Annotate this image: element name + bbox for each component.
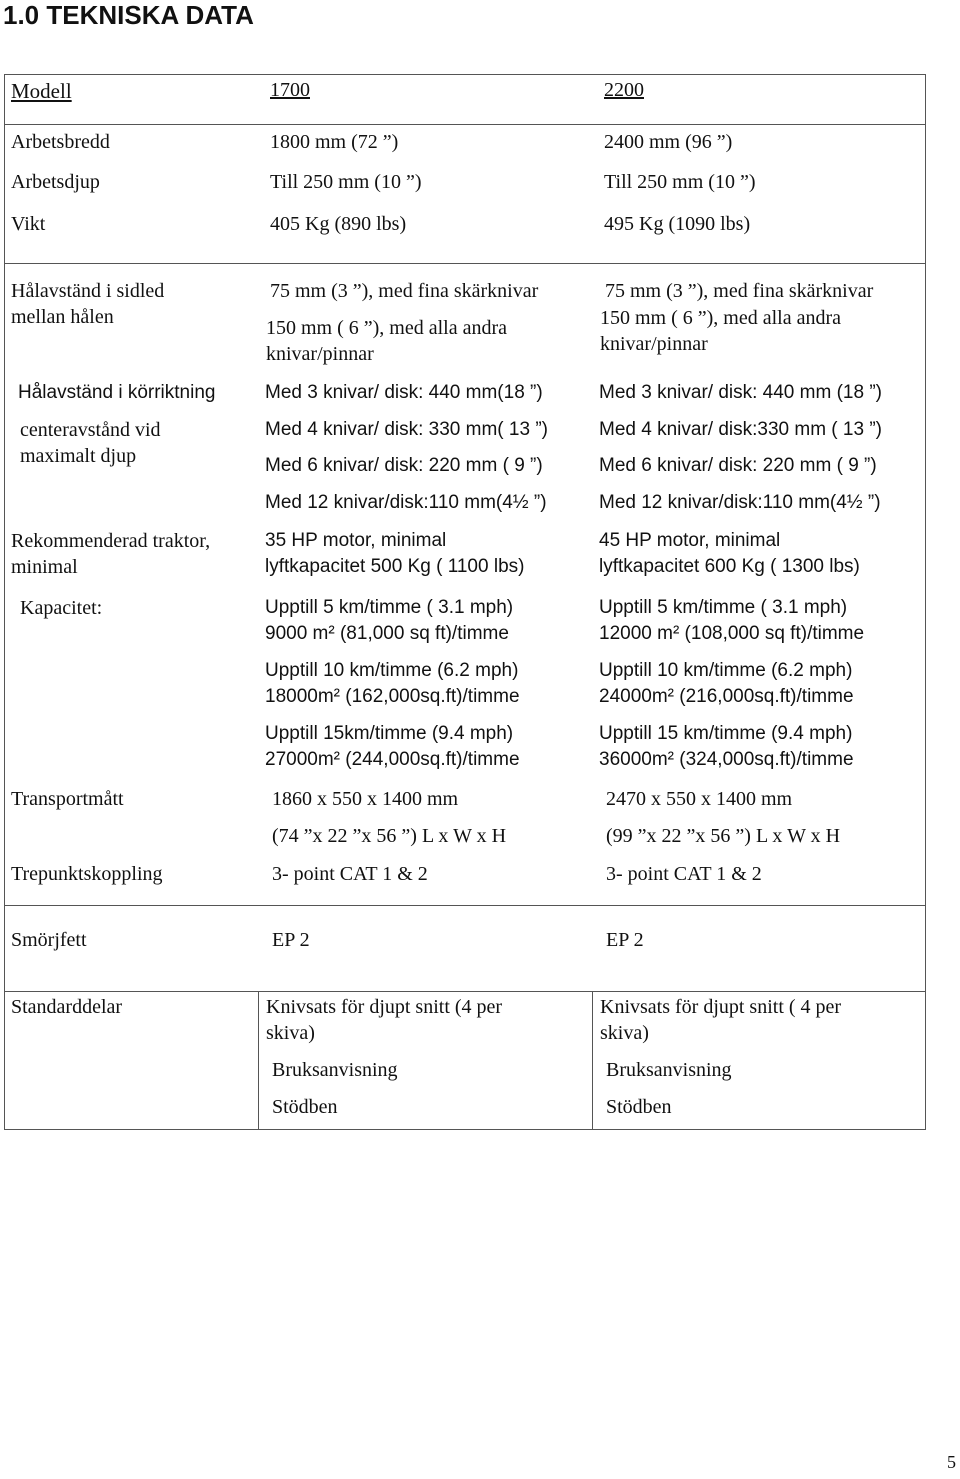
column-divider: [592, 991, 593, 1130]
three-point-hitch-1700: 3- point CAT 1 & 2: [272, 863, 428, 885]
driving-direction-spacing-label: Hålavständ i körriktning: [18, 382, 216, 403]
weight-2200: 495 Kg (1090 lbs): [604, 213, 751, 235]
grease-1700: EP 2: [272, 929, 310, 951]
page-title: 1.0 TEKNISKA DATA: [3, 0, 254, 30]
center-distance-2200: Med 4 knivar/ disk:330 mm ( 13 ”): [599, 419, 882, 440]
working-depth-1700: Till 250 mm (10 ”): [270, 171, 422, 193]
center-distance-label: centeravstånd vid: [20, 419, 161, 441]
capacity-1700: Upptill 10 km/timme (6.2 mph): [265, 660, 519, 681]
side-spacing-1700: knivar/pinnar: [266, 343, 374, 365]
capacity-2200: 36000m² (324,000sq.ft)/timme: [599, 749, 854, 770]
working-width-1700: 1800 mm (72 ”): [270, 131, 399, 153]
tractor-1700: lyftkapacitet 500 Kg ( 1100 lbs): [265, 556, 525, 577]
driving-direction-spacing-1700: Med 3 knivar/ disk: 440 mm(18 ”): [265, 382, 543, 403]
grease-label: Smörjfett: [11, 929, 87, 951]
capacity-1700: 9000 m² (81,000 sq ft)/timme: [265, 623, 509, 644]
center-distance-1700: Med 6 knivar/ disk: 220 mm ( 9 ”): [265, 455, 543, 476]
tractor-label: Rekommenderad traktor,: [11, 530, 211, 552]
grease-2200: EP 2: [606, 929, 644, 951]
capacity-2200: Upptill 5 km/timme ( 3.1 mph): [599, 597, 848, 618]
capacity-1700: 18000m² (162,000sq.ft)/timme: [265, 686, 520, 707]
standard-parts-2200: Knivsats för djupt snitt ( 4 per: [600, 996, 842, 1018]
working-width-label: Arbetsbredd: [11, 131, 110, 153]
center-distance-2200: Med 6 knivar/ disk: 220 mm ( 9 ”): [599, 455, 877, 476]
weight-1700: 405 Kg (890 lbs): [270, 213, 407, 235]
tractor-2200: lyftkapacitet 600 Kg ( 1300 lbs): [599, 556, 860, 577]
center-distance-label: maximalt djup: [20, 445, 137, 467]
side-spacing-2200: knivar/pinnar: [600, 333, 708, 355]
row-divider: [4, 124, 926, 125]
standard-parts-1700: Bruksanvisning: [272, 1059, 398, 1081]
capacity-2200: 12000 m² (108,000 sq ft)/timme: [599, 623, 865, 644]
transport-dimensions-1700: (74 ”x 22 ”x 56 ”) L x W x H: [272, 825, 507, 847]
side-spacing-1700: 75 mm (3 ”), med fina skärknivar: [270, 280, 539, 302]
side-spacing-label: mellan hålen: [11, 306, 114, 328]
capacity-2200: Upptill 10 km/timme (6.2 mph): [599, 660, 853, 681]
side-spacing-1700: 150 mm ( 6 ”), med alla andra: [266, 317, 508, 339]
model-2200: 2200: [604, 79, 644, 101]
side-spacing-2200: 150 mm ( 6 ”), med alla andra: [600, 307, 842, 329]
row-divider: [4, 263, 926, 264]
standard-parts-1700: Knivsats för djupt snitt (4 per: [266, 996, 503, 1018]
center-distance-2200: Med 12 knivar/disk:110 mm(4½ ”): [599, 492, 881, 513]
capacity-label: Kapacitet:: [20, 597, 103, 619]
capacity-1700: 27000m² (244,000sq.ft)/timme: [265, 749, 520, 770]
transport-dimensions-2200: (99 ”x 22 ”x 56 ”) L x W x H: [606, 825, 841, 847]
capacity-2200: 24000m² (216,000sq.ft)/timme: [599, 686, 854, 707]
standard-parts-2200: Bruksanvisning: [606, 1059, 732, 1081]
side-spacing-2200: 75 mm (3 ”), med fina skärknivar: [605, 280, 874, 302]
driving-direction-spacing-2200: Med 3 knivar/ disk: 440 mm (18 ”): [599, 382, 882, 403]
transport-dimensions-1700: 1860 x 550 x 1400 mm: [272, 788, 459, 810]
center-distance-1700: Med 12 knivar/disk:110 mm(4½ ”): [265, 492, 547, 513]
page-number: 5: [947, 1452, 956, 1472]
center-distance-1700: Med 4 knivar/ disk: 330 mm( 13 ”): [265, 419, 548, 440]
transport-dimensions-2200: 2470 x 550 x 1400 mm: [606, 788, 793, 810]
capacity-1700: Upptill 15km/timme (9.4 mph): [265, 723, 514, 744]
working-depth-2200: Till 250 mm (10 ”): [604, 171, 756, 193]
three-point-hitch-2200: 3- point CAT 1 & 2: [606, 863, 762, 885]
working-depth-label: Arbetsdjup: [11, 171, 100, 193]
standard-parts-1700: skiva): [266, 1022, 315, 1044]
tractor-2200: 45 HP motor, minimal: [599, 530, 781, 551]
standard-parts-label: Standarddelar: [11, 996, 123, 1018]
capacity-1700: Upptill 5 km/timme ( 3.1 mph): [265, 597, 514, 618]
standard-parts-1700: Stödben: [272, 1096, 338, 1118]
weight-label: Vikt: [11, 213, 46, 235]
standard-parts-2200: Stödben: [606, 1096, 672, 1118]
working-width-2200: 2400 mm (96 ”): [604, 131, 733, 153]
tractor-label: minimal: [11, 556, 78, 578]
row-divider: [4, 991, 926, 992]
three-point-hitch-label: Trepunktskoppling: [11, 863, 163, 885]
column-divider: [258, 991, 259, 1130]
tractor-1700: 35 HP motor, minimal: [265, 530, 447, 551]
standard-parts-2200: skiva): [600, 1022, 649, 1044]
transport-dimensions-label: Transportmått: [11, 788, 124, 810]
row-divider: [4, 905, 926, 906]
side-spacing-label: Hålavständ i sidled: [11, 280, 165, 302]
capacity-2200: Upptill 15 km/timme (9.4 mph): [599, 723, 853, 744]
model-label: Modell: [11, 79, 72, 103]
model-1700: 1700: [270, 79, 310, 101]
